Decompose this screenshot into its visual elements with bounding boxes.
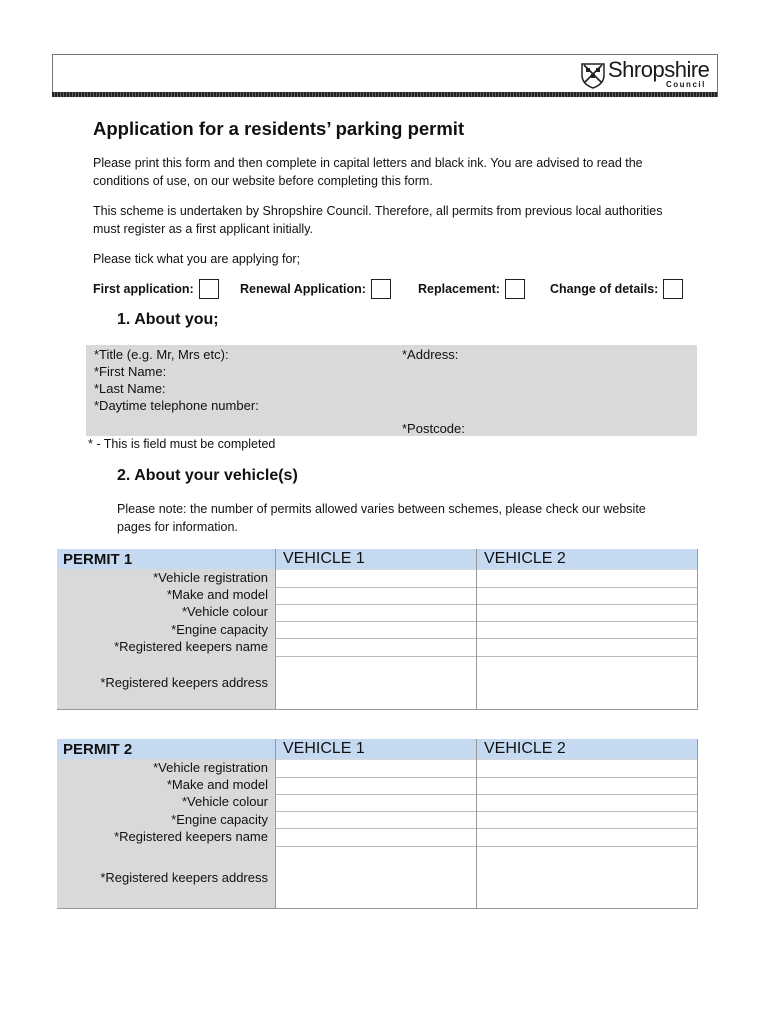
permit-2-registration-label: *Vehicle registration xyxy=(153,760,268,775)
row-divider xyxy=(275,794,697,795)
column-divider xyxy=(476,549,477,709)
permit-1-title: PERMIT 1 xyxy=(63,551,133,568)
last-name-field[interactable]: *Last Name: xyxy=(94,381,166,396)
council-logo xyxy=(580,57,714,92)
address-field[interactable]: *Address: xyxy=(402,347,459,362)
permit-1-keeper-name-label: *Registered keepers name xyxy=(114,639,268,654)
row-divider xyxy=(275,656,697,657)
row-divider xyxy=(275,604,697,605)
replacement-label: Replacement: xyxy=(418,282,500,296)
first-application-checkbox[interactable] xyxy=(199,279,219,299)
permit-2-keeper-name-label: *Registered keepers name xyxy=(114,829,268,844)
required-field-note: * - This is field must be completed xyxy=(88,437,276,451)
column-divider xyxy=(476,739,477,908)
permit-1-vehicle-1-heading: VEHICLE 1 xyxy=(283,550,365,567)
permit-2-header xyxy=(57,739,697,759)
first-name-field[interactable]: *First Name: xyxy=(94,364,167,379)
permit-2-engine-label: *Engine capacity xyxy=(171,812,268,827)
permit-2-table xyxy=(57,739,698,909)
vehicle-note: Please note: the number of permits allowed varies between schemes, please check our website pages for information. xyxy=(117,502,646,534)
permit-2-entry-area[interactable] xyxy=(275,760,697,908)
page-title: Application for a residents’ parking permit xyxy=(93,118,465,139)
permit-2-keeper-address-label: *Registered keepers address xyxy=(100,870,268,885)
about-vehicle-heading: 2. About your vehicle(s) xyxy=(117,467,298,484)
application-type-row xyxy=(93,279,703,301)
row-divider xyxy=(275,828,697,829)
permit-2-title: PERMIT 2 xyxy=(63,741,133,758)
intro-paragraph-3: Please tick what you are applying for; xyxy=(93,252,301,266)
permit-1-colour-label: *Vehicle colour xyxy=(182,604,268,619)
renewal-application-label: Renewal Application: xyxy=(240,282,366,296)
row-divider xyxy=(275,811,697,812)
row-divider xyxy=(275,777,697,778)
row-divider xyxy=(275,587,697,588)
first-application-label: First application: xyxy=(93,282,194,296)
renewal-application-checkbox[interactable] xyxy=(371,279,391,299)
permit-1-table xyxy=(57,549,698,710)
logo-subtitle: Council xyxy=(666,80,706,89)
replacement-option xyxy=(418,279,525,299)
permit-2-vehicle-1-heading: VEHICLE 1 xyxy=(283,740,365,757)
permit-2-make-label: *Make and model xyxy=(166,777,268,792)
permit-1-keeper-address-label: *Registered keepers address xyxy=(100,675,268,690)
replacement-checkbox[interactable] xyxy=(505,279,525,299)
header-rule xyxy=(52,92,718,97)
change-of-details-option xyxy=(550,279,683,299)
intro-paragraph-2: This scheme is undertaken by Shropshire Council. Therefore, all permits from previous local authorities must register as a first applicant initially. xyxy=(93,204,663,236)
about-you-fields xyxy=(86,345,697,436)
logo-name: Shropshire xyxy=(608,57,710,82)
column-divider xyxy=(275,549,276,709)
permit-2-vehicle-2-heading: VEHICLE 2 xyxy=(484,740,566,757)
title-field[interactable]: *Title (e.g. Mr, Mrs etc): xyxy=(94,347,229,362)
column-divider xyxy=(275,739,276,908)
row-divider xyxy=(275,638,697,639)
change-of-details-label: Change of details: xyxy=(550,282,659,296)
first-application-option xyxy=(93,279,219,299)
permit-1-registration-label: *Vehicle registration xyxy=(153,570,268,585)
permit-1-engine-label: *Engine capacity xyxy=(171,622,268,637)
postcode-field[interactable]: *Postcode: xyxy=(402,421,465,436)
crest-icon xyxy=(580,61,606,89)
renewal-application-option xyxy=(240,279,391,299)
permit-1-entry-area[interactable] xyxy=(275,570,697,709)
permit-1-vehicle-2-heading: VEHICLE 2 xyxy=(484,550,566,567)
phone-field[interactable]: *Daytime telephone number: xyxy=(94,398,259,413)
about-you-heading: 1. About you; xyxy=(117,311,219,328)
intro-paragraph-1: Please print this form and then complete in capital letters and black ink. You are advised to read the conditions of use, on our website before completing this form. xyxy=(93,156,643,188)
permit-1-make-label: *Make and model xyxy=(166,587,268,602)
permit-2-colour-label: *Vehicle colour xyxy=(182,794,268,809)
row-divider xyxy=(275,846,697,847)
permit-1-header xyxy=(57,549,697,569)
change-of-details-checkbox[interactable] xyxy=(663,279,683,299)
row-divider xyxy=(275,621,697,622)
